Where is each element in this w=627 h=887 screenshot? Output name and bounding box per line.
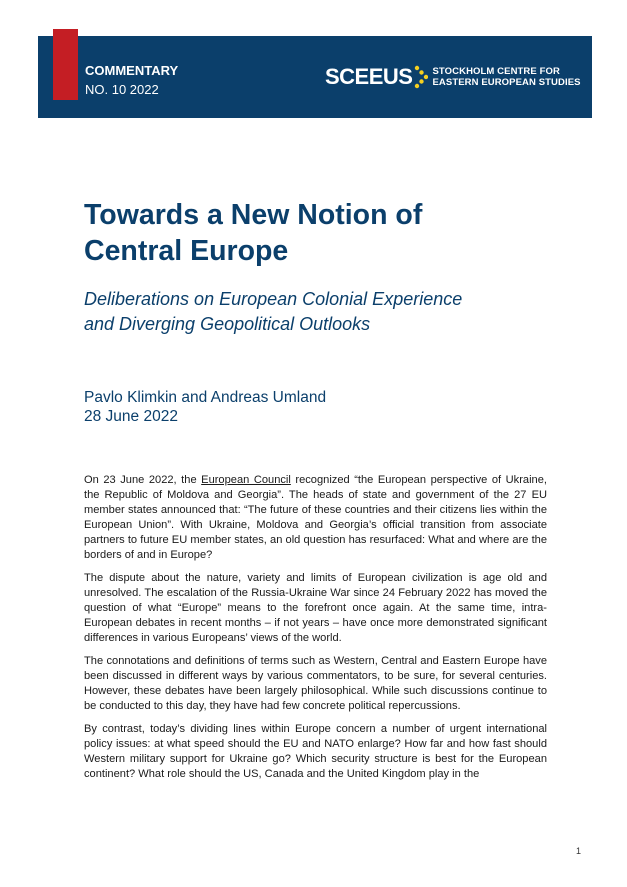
title-line-1: Towards a New Notion of bbox=[84, 199, 423, 231]
paragraph-4: By contrast, today’s dividing lines within Europe concern a number of urgent international policy issues: at what speed should the EU and NATO enlarge? How far and how fast should Western military support for Ukraine go? Which security structure is best for the European continent? What role should the US, Canada and the United Kingdom play in the bbox=[84, 723, 547, 780]
publication-date: 28 June 2022 bbox=[84, 408, 178, 425]
byline bbox=[84, 388, 326, 426]
paragraph-1-start: On 23 June 2022, the bbox=[84, 474, 202, 486]
subtitle-line-2: and Diverging Geopolitical Outlooks bbox=[84, 314, 371, 334]
sceeus-logo bbox=[325, 64, 581, 90]
dot-chevron-icon bbox=[414, 65, 428, 89]
page-number: 1 bbox=[576, 846, 582, 856]
title-line-2: Central Europe bbox=[84, 235, 289, 267]
european-council-link[interactable]: European Council bbox=[201, 474, 291, 486]
body-text bbox=[84, 473, 547, 790]
series-label bbox=[85, 61, 178, 99]
paragraph-3: The connotations and definitions of terms such as Western, Central and Eastern Europe have been discussed in different ways by various commentators, to be sure, for several centuries. However, these debates have been largely philosophical. While such discussions continue to be conducted to this day, they have had few concrete political repercussions. bbox=[84, 655, 547, 712]
logo-subtitle-line2: EASTERN EUROPEAN STUDIES bbox=[432, 77, 581, 88]
paragraph-1-rest: recognized “the European perspective of Ukraine, the Republic of Moldova and Georgia”. The heads of state and government of the 27 EU member states announced that: “The future of these countries and their citizens lies within the European Union”. With Ukraine, Moldova and Georgia’s official transition from associate partners to future EU member states, an old question has resurfaced: What and where are the borders of and in Europe? bbox=[84, 474, 547, 561]
paragraph-2: The dispute about the nature, variety and limits of European civilization is age old and unresolved. The escalation of the Russia-Ukraine War since 24 February 2022 has moved the question of what “Europe” means to the forefront once again. At the same time, intra-European debates in recent months – if not years – have once more demonstrated significant differences in various Europeans’ views of the world. bbox=[84, 572, 547, 644]
logo-subtitle-line1: STOCKHOLM CENTRE FOR bbox=[432, 66, 560, 77]
series-number: NO. 10 2022 bbox=[85, 82, 159, 97]
paragraph-1 bbox=[84, 473, 547, 563]
logo-subtitle bbox=[432, 66, 580, 88]
subtitle-line-1: Deliberations on European Colonial Experience bbox=[84, 289, 463, 309]
series-kind: COMMENTARY bbox=[85, 63, 179, 78]
accent-tab bbox=[53, 29, 78, 100]
authors: Pavlo Klimkin and Andreas Umland bbox=[84, 389, 327, 406]
document-title bbox=[84, 197, 554, 269]
logo-wordmark: SCEEUS bbox=[325, 64, 413, 89]
document-subtitle bbox=[84, 287, 564, 337]
